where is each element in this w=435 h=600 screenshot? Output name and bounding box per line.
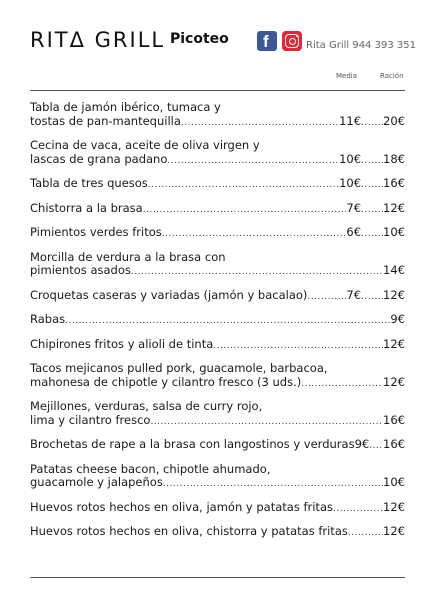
menu-item <box>30 202 405 218</box>
menu-item-name-line: lascas de grana padano <box>30 151 168 166</box>
price-racion: 10€ <box>383 475 405 489</box>
price-racion: 14€ <box>383 263 405 277</box>
price-media: 7€ <box>346 287 362 302</box>
price-racion: 18€ <box>383 151 405 166</box>
menu-header <box>0 0 435 70</box>
menu-item <box>30 177 405 193</box>
dot-leader <box>167 155 339 169</box>
dot-leader <box>163 478 383 492</box>
dot-leader <box>348 527 383 541</box>
price-racion: 12€ <box>383 524 405 538</box>
dot-leader <box>307 291 346 305</box>
dot-leader <box>131 266 383 280</box>
price-racion: 9€ <box>390 312 405 326</box>
menu-item-name-line: pimientos asados <box>30 263 131 277</box>
instagram-icon[interactable] <box>282 31 302 51</box>
menu-item-name-line: Huevos rotos hechos en oliva, jamón y patatas fritas <box>30 499 333 514</box>
menu-item-name-line: Tabla de jamón ibérico, tumaca y <box>30 100 221 114</box>
price-media: 10€ <box>339 176 362 190</box>
dot-leader <box>213 340 383 354</box>
menu-item <box>30 338 405 354</box>
menu-item-name-line: Croquetas caseras y variadas (jamón y bacalao) <box>30 287 308 302</box>
price-racion: 12€ <box>383 336 405 351</box>
dot-leader <box>361 204 383 218</box>
menu-item-name-line: Huevos rotos hechos en oliva, chistorra y patatas fritas <box>30 524 348 538</box>
dot-leader <box>333 503 383 517</box>
menu-item-name-line: Rabas <box>30 312 66 326</box>
dot-leader <box>369 440 383 454</box>
price-racion: 12€ <box>383 374 405 389</box>
dot-leader <box>361 155 383 169</box>
dot-leader <box>361 179 383 193</box>
menu-item-name-line: guacamole y jalapeños <box>30 475 163 489</box>
menu-item-name-line: Brochetas de rape a la brasa con langostinos y verduras <box>30 437 355 451</box>
menu-item-name-line: mahonesa de chipotle y cilantro fresco (3 uds.) <box>30 374 302 389</box>
menu-item <box>30 251 405 280</box>
page-title: Picoteo <box>170 31 229 47</box>
menu-item <box>30 463 405 492</box>
divider-bottom <box>30 577 405 578</box>
price-media: 7€ <box>346 200 362 215</box>
dot-leader <box>361 228 383 242</box>
price-media: 11€ <box>339 113 362 128</box>
dot-leader <box>150 416 383 430</box>
dot-leader <box>162 228 347 242</box>
menu-item <box>30 400 405 429</box>
price-media: 6€ <box>346 225 362 239</box>
menu-list <box>30 101 405 541</box>
price-racion: 16€ <box>383 437 405 451</box>
brand-logo: RITΔ GRILL <box>30 28 166 52</box>
menu-item <box>30 525 405 541</box>
menu-item-name-line: Chistorra a la brasa <box>30 200 143 215</box>
menu-item <box>30 101 405 130</box>
menu-item-name-line: Chipirones fritos y alioli de tinta <box>30 336 214 351</box>
price-media: 10€ <box>339 151 362 166</box>
dot-leader <box>181 117 339 131</box>
price-racion: 20€ <box>383 113 405 128</box>
menu-item-name-line: Mejillones, verduras, salsa de curry rojo, <box>30 399 263 413</box>
menu-item <box>30 313 405 329</box>
price-racion: 16€ <box>383 412 405 427</box>
menu-item <box>30 289 405 305</box>
menu-item <box>30 139 405 168</box>
menu-item <box>30 438 405 454</box>
price-racion: 12€ <box>383 200 405 215</box>
price-racion: 12€ <box>383 499 405 514</box>
menu-item <box>30 362 405 391</box>
contact-phone: Rita Grill 944 393 351 <box>306 40 416 51</box>
menu-item-name-line: Cecina de vaca, aceite de oliva virgen y <box>30 138 260 152</box>
facebook-icon[interactable]: f <box>257 31 277 51</box>
menu-item-name-line: Tacos mejicanos pulled pork, guacamole, barbacoa, <box>30 361 328 375</box>
menu-item <box>30 501 405 517</box>
menu-item-name-line: Tabla de tres quesos <box>30 176 148 190</box>
column-header-racion: Ración <box>380 72 404 80</box>
column-header-media: Media <box>336 72 358 80</box>
dot-leader <box>301 378 383 392</box>
menu-item-name-line: lima y cilantro fresco <box>30 412 151 427</box>
dot-leader <box>143 204 347 218</box>
price-racion: 16€ <box>383 176 405 190</box>
price-racion: 12€ <box>383 287 405 302</box>
dot-leader <box>65 315 390 329</box>
menu-item-name-line: tostas de pan-mantequilla <box>30 113 181 128</box>
menu-item-name-line: Morcilla de verdura a la brasa con <box>30 249 226 264</box>
menu-item <box>30 226 405 242</box>
menu-item-name-line: Pimientos verdes fritos <box>30 225 162 239</box>
price-media: 9€ <box>354 437 370 451</box>
divider-top <box>30 90 405 91</box>
price-racion: 10€ <box>383 225 405 239</box>
dot-leader <box>361 291 383 305</box>
dot-leader <box>148 179 339 193</box>
dot-leader <box>361 117 383 131</box>
menu-item-name-line: Patatas cheese bacon, chipotle ahumado, <box>30 461 271 476</box>
